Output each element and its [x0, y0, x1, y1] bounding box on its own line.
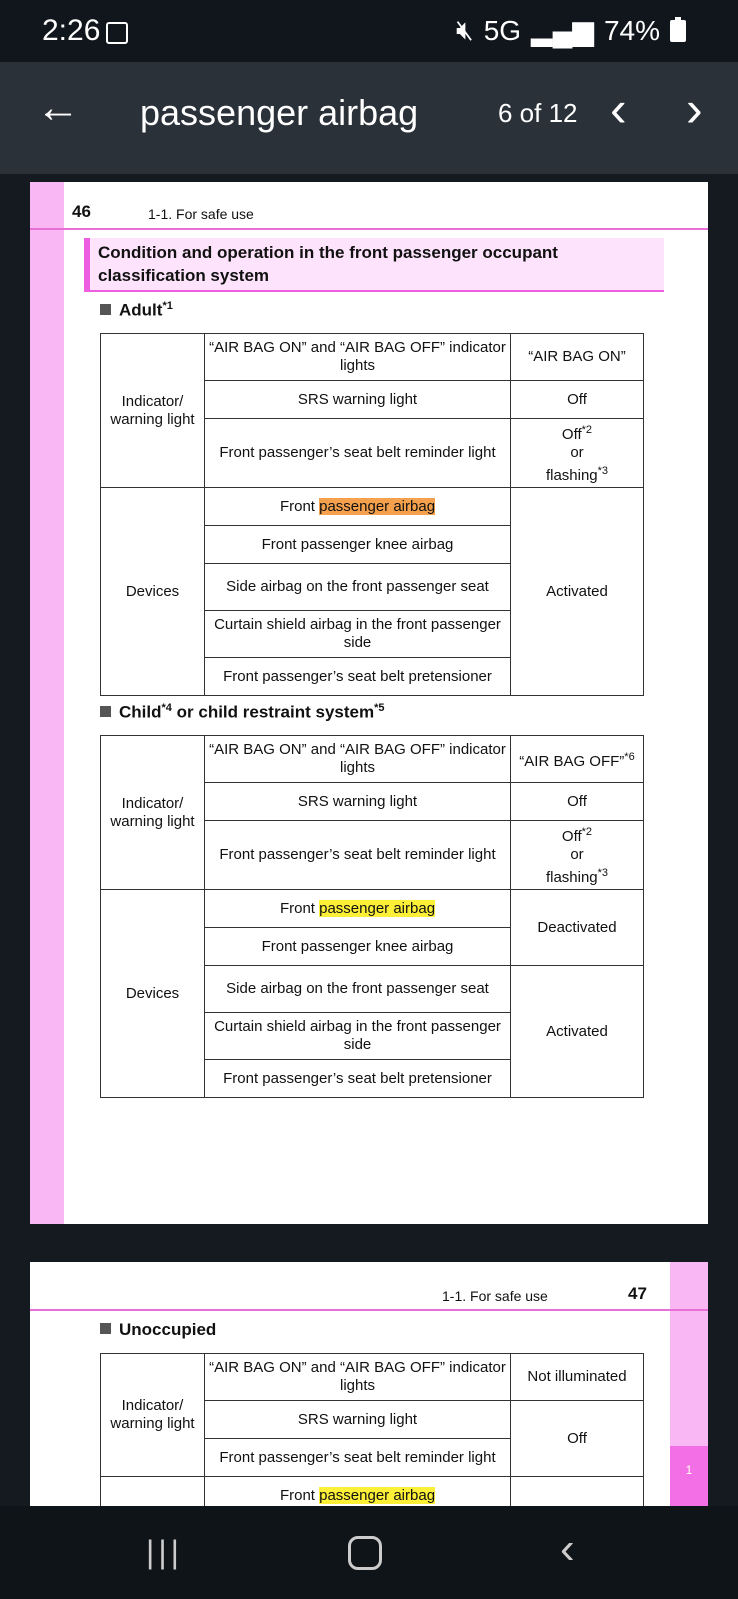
table-row: Front passenger’s seat belt pretensioner	[101, 1060, 644, 1098]
page-number: 47	[628, 1284, 647, 1303]
page-margin-tab	[30, 182, 64, 1224]
current-search-match[interactable]: passenger airbag	[319, 497, 436, 515]
status-bar	[0, 0, 738, 62]
signal-icon: ▂▄▆	[531, 15, 594, 46]
table-row: Front passenger’s seat belt reminder light Off$^{*2}$ or flashing$^{*3}$	[101, 419, 644, 488]
table-row: SRS warning light Off	[101, 783, 644, 821]
document-page-46	[30, 182, 708, 1224]
unoccupied-heading: Unoccupied	[100, 1320, 216, 1340]
status-time: 2:26	[42, 14, 101, 47]
adult-heading: Adult$^{*1}$	[100, 300, 173, 321]
document-viewer[interactable]	[0, 174, 738, 1506]
section-header: 1-1. For safe use	[148, 206, 254, 222]
back-button[interactable]: ‹	[560, 1524, 575, 1573]
table-row: Front passenger’s seat belt pretensioner	[101, 658, 644, 696]
recents-button[interactable]: |||	[146, 1534, 183, 1570]
match-count: 6 of 12	[498, 98, 578, 128]
back-arrow-icon[interactable]: ←	[36, 83, 80, 132]
table-row: Curtain shield airbag in the front passenger side	[101, 611, 644, 658]
section-header: 1-1. For safe use	[442, 1288, 548, 1304]
table-row: Front passenger’s seat belt reminder light Off$^{*2}$ or flashing$^{*3}$	[101, 821, 644, 890]
table-row: Devices Front passenger airbag Deactivated	[101, 890, 644, 928]
adult-table	[100, 333, 644, 696]
table-row: Front passenger’s seat belt reminder light	[101, 1439, 644, 1477]
status-right	[456, 14, 686, 47]
child-table	[100, 735, 644, 1098]
chapter-tab: 1	[670, 1446, 708, 1506]
previous-match-button[interactable]: ‹	[610, 81, 627, 137]
devices-label: Devices	[101, 488, 205, 696]
battery-icon	[670, 20, 686, 42]
table-row: SRS warning light Off	[101, 1401, 644, 1439]
table-row: SRS warning light Off	[101, 381, 644, 419]
indicator-label: Indicator/ warning light	[101, 736, 205, 890]
table-row: Indicator/ warning light “AIR BAG ON” and “AIR BAG OFF” indicator lights Not illuminated	[101, 1354, 644, 1401]
table-row: Front passenger knee airbag	[101, 928, 644, 966]
table-row: Front passenger airbag	[101, 1477, 644, 1507]
search-query[interactable]: passenger airbag	[140, 92, 419, 133]
child-heading: Child$^{*4}$ or child restraint system$^{*5}$	[100, 702, 385, 723]
network-type: 5G	[483, 14, 522, 46]
table-row: Front passenger knee airbag	[101, 526, 644, 564]
table-row: Indicator/ warning light “AIR BAG ON” and “AIR BAG OFF” indicator lights “AIR BAG ON”	[101, 334, 644, 381]
table-row: Curtain shield airbag in the front passenger side	[101, 1013, 644, 1060]
search-match[interactable]: passenger airbag	[319, 899, 436, 917]
battery-percent: 74%	[603, 14, 660, 46]
search-toolbar	[0, 62, 738, 174]
condition-title: Condition and operation in the front passenger occupant classification system	[84, 238, 664, 290]
table-row: Side airbag on the front passenger seat	[101, 564, 644, 611]
document-page-47	[30, 1262, 708, 1506]
header-divider	[30, 228, 708, 230]
table-row: Side airbag on the front passenger seat Activated	[101, 966, 644, 1013]
search-match[interactable]: passenger airbag	[319, 1486, 436, 1504]
indicator-label: Indicator/ warning light	[101, 1354, 205, 1477]
page-margin-tab	[670, 1262, 708, 1506]
home-button[interactable]	[348, 1536, 382, 1570]
mute-icon: 🔇︎	[456, 14, 474, 45]
table-row: Devices Front passenger airbag Activated	[101, 488, 644, 526]
system-nav-bar	[0, 1506, 738, 1599]
devices-label: Devices	[101, 890, 205, 1098]
table-row: Indicator/ warning light “AIR BAG ON” and “AIR BAG OFF” indicator lights “AIR BAG OFF”$^{*6}$	[101, 736, 644, 783]
unoccupied-table	[100, 1353, 644, 1506]
page-number: 46	[72, 202, 91, 221]
indicator-label: Indicator/ warning light	[101, 334, 205, 488]
image-notification-icon	[106, 22, 128, 44]
header-divider	[30, 1309, 708, 1311]
next-match-button[interactable]: ›	[686, 81, 703, 137]
